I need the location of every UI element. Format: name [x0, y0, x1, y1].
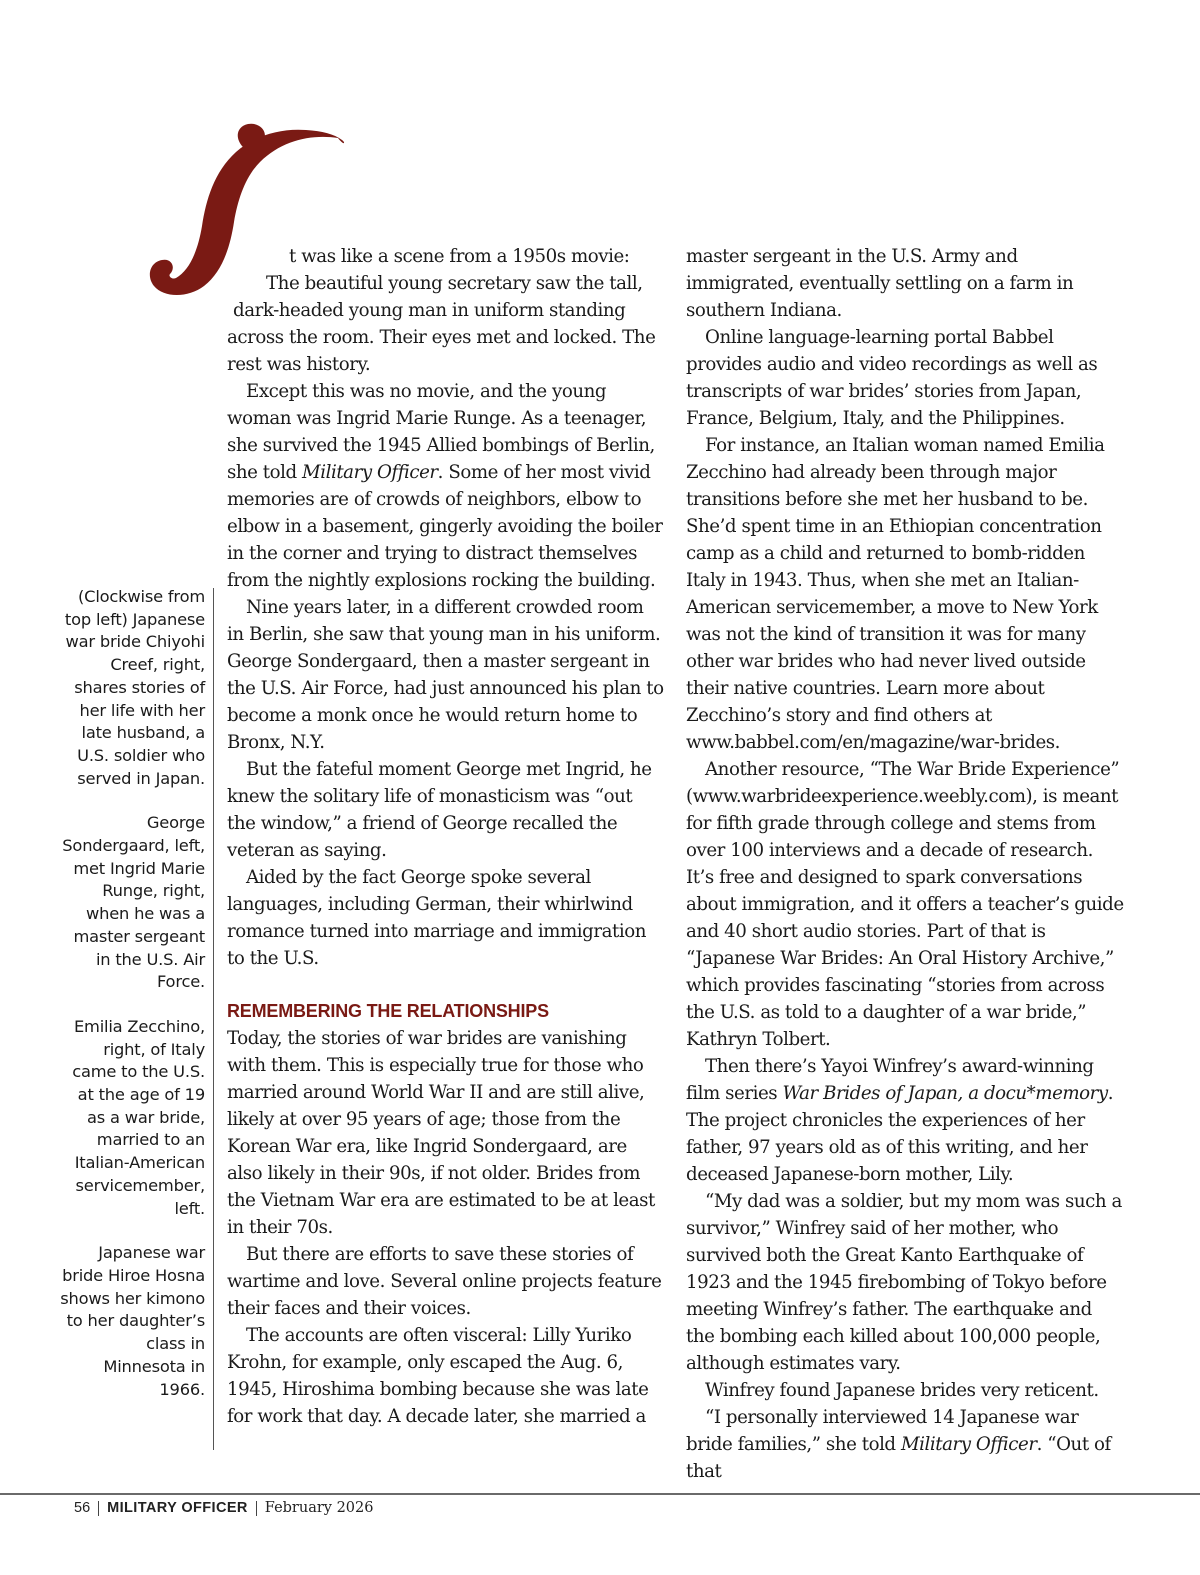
opening-line-3: dark-headed young man in uniform standing — [233, 300, 626, 321]
caption-divider — [213, 588, 214, 1450]
caption: George Sondergaard, left, met Ingrid Marie Runge, right, when he was a master sergeant in the U.S. Air Force. — [62, 813, 205, 992]
section-subhead: REMEMBERING THE RELATIONSHIPS — [227, 1001, 549, 1021]
text-run: “I personally interviewed 14 Japanese war bride families,” she told — [686, 1407, 1079, 1455]
publication-title: Military Officer — [900, 1434, 1037, 1455]
page-footer — [74, 1497, 373, 1519]
paragraph: But the fateful moment George met Ingrid, he knew the solitary life of monasticism was “out the window,” a friend of George recalled the veteran as saying. — [227, 759, 652, 861]
text-run: . Some of her most vivid memories are of crowds of neighbors, elbow to elbow in a basement, gingerly avoiding the boiler in the corner and trying to distract themselves from the nightly explosions rocking the building. — [227, 462, 663, 591]
caption: Emilia Zecchino, right, of Italy came to the U.S. at the age of 19 as a war bride, married to an Italian-American servicemember, left. — [72, 1016, 205, 1218]
paragraph: master sergeant in the U.S. Army and immigrated, eventually settling on a farm in southern Indiana. — [686, 246, 1074, 321]
caption: Japanese war bride Hiroe Hosna shows her kimono to her daughter’s class in Minnesota in 1966. — [60, 1243, 205, 1399]
magazine-name: MILITARY OFFICER — [107, 1500, 248, 1516]
paragraph: Winfrey found Japanese brides very reticent. — [705, 1380, 1099, 1401]
footer-rule — [0, 1493, 1200, 1495]
film-title: War Brides of Japan, a docu*memory — [782, 1083, 1108, 1104]
paragraph: Online language-learning portal Babbel provides audio and video recordings as well as transcripts of war brides’ stories from Japan, France, Belgium, Italy, and the Philippines. — [686, 327, 1098, 429]
page-number: 56 — [74, 1500, 91, 1516]
opening-line-2: The beautiful young secretary saw the tall, — [266, 273, 643, 294]
paragraph — [227, 378, 665, 594]
paragraph: But there are efforts to save these stories of wartime and love. Several online projects feature their faces and their voices. — [227, 1244, 662, 1319]
paragraph: across the room. Their eyes met and locked. The rest was history. — [227, 327, 656, 375]
paragraph: The accounts are often visceral: Lilly Yuriko Krohn, for example, only escaped the Aug. 6, 1945, Hiroshima bombing because she was late for work that day. A decade later, she married a — [227, 1325, 649, 1427]
paragraph: Aided by the fact George spoke several languages, including German, their whirlwind romance turned into marriage and immigration to the U.S. — [227, 867, 646, 969]
paragraph: Another resource, “The War Bride Experience” (www.warbrideexperience.weebly.com), is meant for fifth grade through college and stems from over 100 interviews and a decade of research. It’s free and designed to spark conversations about immigration, and it offers a teacher’s guide and 40 short audio stories. Part of that is “Japanese War Brides: An Oral History Archive,” which provides fascinating “stories from across the U.S. as told to a daughter of a war bride,” Kathryn Tolbert. — [686, 759, 1124, 1050]
paragraph: For instance, an Italian woman named Emilia Zecchino had already been through major transitions before she met her husband to be. She’d spent time in an Ethiopian concentration camp as a child and returned to bomb-ridden Italy in 1943. Thus, when she met an Italian-American servicemember, a move to New York was not the kind of transition it was for many other war brides who had never lived outside their native countries. Learn more about Zecchino’s story and find others at www.babbel.com/en/magazine/war-brides. — [686, 435, 1105, 753]
caption: (Clockwise from top left) Japanese war bride Chiyohi Creef, right, shares stories of her life with her late husband, a U.S. soldier who served in Japan. — [64, 587, 205, 788]
article-column-left — [227, 243, 665, 1430]
opening-line-1: t was like a scene from a 1950s movie: — [289, 246, 630, 267]
paragraph: Today, the stories of war brides are vanishing with them. This is especially true for those who married around World War II and are still alive, likely at over 95 years of age; those from the Korean War era, like Ingrid Sondergaard, are also likely in their 90s, if not older. Brides from the Vietnam War era are estimated to be at least in their 70s. — [227, 1028, 655, 1238]
publication-title: Military Officer — [302, 462, 438, 483]
text-run: . The project chronicles the experiences of her father, 97 years old as of this writing, and her deceased Japanese-born mother, Lily. — [686, 1083, 1114, 1185]
issue-date: February 2026 — [264, 1500, 374, 1516]
text-run: Then there’s Yayoi Winfrey’s award-winning film series — [686, 1056, 1094, 1104]
footer-separator — [98, 1501, 99, 1516]
paragraph: “My dad was a soldier, but my mom was such a survivor,” Winfrey said of her mother, who survived both the Great Kanto Earthquake of 1923 and the 1945 firebombing of Tokyo before meeting Winfrey’s father. The earthquake and the bombing each killed about 100,000 people, although estimates vary. — [686, 1191, 1122, 1374]
paragraph — [686, 1053, 1124, 1188]
text-run: Except this was no movie, and the young woman was Ingrid Marie Runge. As a teenager, she survived the 1945 Allied bombings of Berlin, she told — [227, 381, 655, 483]
text-run: . “Out of that — [686, 1434, 1111, 1482]
paragraph: Nine years later, in a different crowded room in Berlin, she saw that young man in his uniform. George Sondergaard, then a master sergeant in the U.S. Air Force, had just announced his plan to become a monk once he would return home to Bronx, N.Y. — [227, 597, 664, 753]
paragraph — [686, 1404, 1124, 1485]
article-column-right — [686, 243, 1124, 1485]
photo-captions — [60, 586, 205, 1423]
opening-lines — [227, 243, 665, 324]
footer-separator — [256, 1501, 257, 1516]
